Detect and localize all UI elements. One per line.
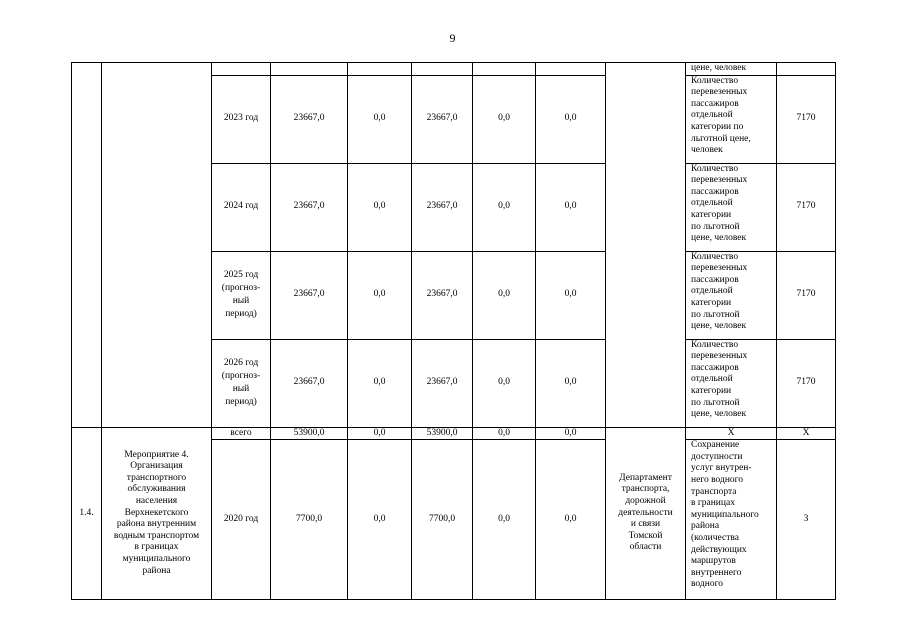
year-cell [212,163,271,251]
indicator-cell [686,63,777,76]
value-cell: 7170 [777,251,836,339]
executor-cell-empty [606,63,686,428]
regional-cell: 23667,0 [412,251,473,339]
year-text: 2026 год (прогноз- ный период) [221,358,261,408]
measure-name-cell [102,427,212,600]
regional-cell: 23667,0 [412,75,473,163]
other-cell: 0,0 [536,440,606,600]
other-cell: 0,0 [536,75,606,163]
indicator-text: Количество перевезенных пассажиров отдельной категории по льготной цене, человек [691,339,748,420]
total-cell-empty [271,63,348,76]
year-cell: всего [212,427,271,440]
regional-cell: 23667,0 [412,163,473,251]
local-cell: 0,0 [473,75,536,163]
federal-cell: 0,0 [348,427,412,440]
value-cell: 7170 [777,339,836,427]
indicator-cell [686,339,777,427]
total-cell: 53900,0 [271,427,348,440]
value-cell: 7170 [777,163,836,251]
year-cell [212,339,271,427]
indicator-cell [686,75,777,163]
other-cell: 0,0 [536,163,606,251]
local-cell: 0,0 [473,251,536,339]
federal-cell-empty [348,63,412,76]
table-row-total [72,427,836,440]
regional-cell: 7700,0 [412,440,473,600]
year-cell-empty [212,63,271,76]
indicator-cell: Х [686,427,777,440]
year-text: 2024 год [223,201,259,212]
year-cell [212,75,271,163]
value-cell-empty [777,63,836,76]
other-cell: 0,0 [536,339,606,427]
indicator-text: Количество перевезенных пассажиров отдельной категории по льготной цене, человек [691,163,748,244]
other-cell: 0,0 [536,427,606,440]
year-text: 2023 год [223,113,259,124]
indicator-cell [686,251,777,339]
regional-cell: 53900,0 [412,427,473,440]
table-row-continuation [72,63,836,76]
value-cell: 3 [777,440,836,600]
program-table [71,62,836,600]
name-cell-empty [102,63,212,428]
total-cell: 23667,0 [271,163,348,251]
indicator-cell [686,163,777,251]
year-cell [212,251,271,339]
measure-name-text: Мероприятие 4. Организация транспортного обслуживания населения Верхнекетского района внутренним водным транспортом в границах муниципального района [113,449,200,576]
total-cell: 7700,0 [271,440,348,600]
local-cell: 0,0 [473,163,536,251]
value-cell: Х [777,427,836,440]
measure-number-cell: 1.4. [72,427,102,600]
federal-cell: 0,0 [348,163,412,251]
indicator-text: Сохранение доступности услуг внутрен- него водного транспорта в границах муниципального района (количества действующих маршрутов внутреннего водного [691,440,759,590]
year-text: 2025 год (прогноз- ный период) [221,270,261,320]
regional-cell-empty [412,63,473,76]
total-cell: 23667,0 [271,251,348,339]
indicator-text: Количество перевезенных пассажиров отдельной категории по льготной цене, человек [691,251,748,332]
indicator-text: Количество перевезенных пассажиров отдельной категории по льготной цене, человек [691,75,751,156]
number-cell-empty [72,63,102,428]
other-cell: 0,0 [536,251,606,339]
value-cell: 7170 [777,75,836,163]
total-cell: 23667,0 [271,339,348,427]
page-number: 9 [449,31,456,45]
total-cell: 23667,0 [271,75,348,163]
local-cell: 0,0 [473,427,536,440]
executor-cell [606,427,686,600]
indicator-cell [686,440,777,600]
federal-cell: 0,0 [348,251,412,339]
local-cell: 0,0 [473,339,536,427]
year-cell: 2020 год [212,440,271,600]
federal-cell: 0,0 [348,339,412,427]
local-cell: 0,0 [473,440,536,600]
federal-cell: 0,0 [348,440,412,600]
local-cell-empty [473,63,536,76]
other-cell-empty [536,63,606,76]
indicator-text: цене, человек [691,63,747,73]
executor-text: Департамент транспорта, дорожной деятельности и связи Томской области [618,472,673,553]
regional-cell: 23667,0 [412,339,473,427]
federal-cell: 0,0 [348,75,412,163]
